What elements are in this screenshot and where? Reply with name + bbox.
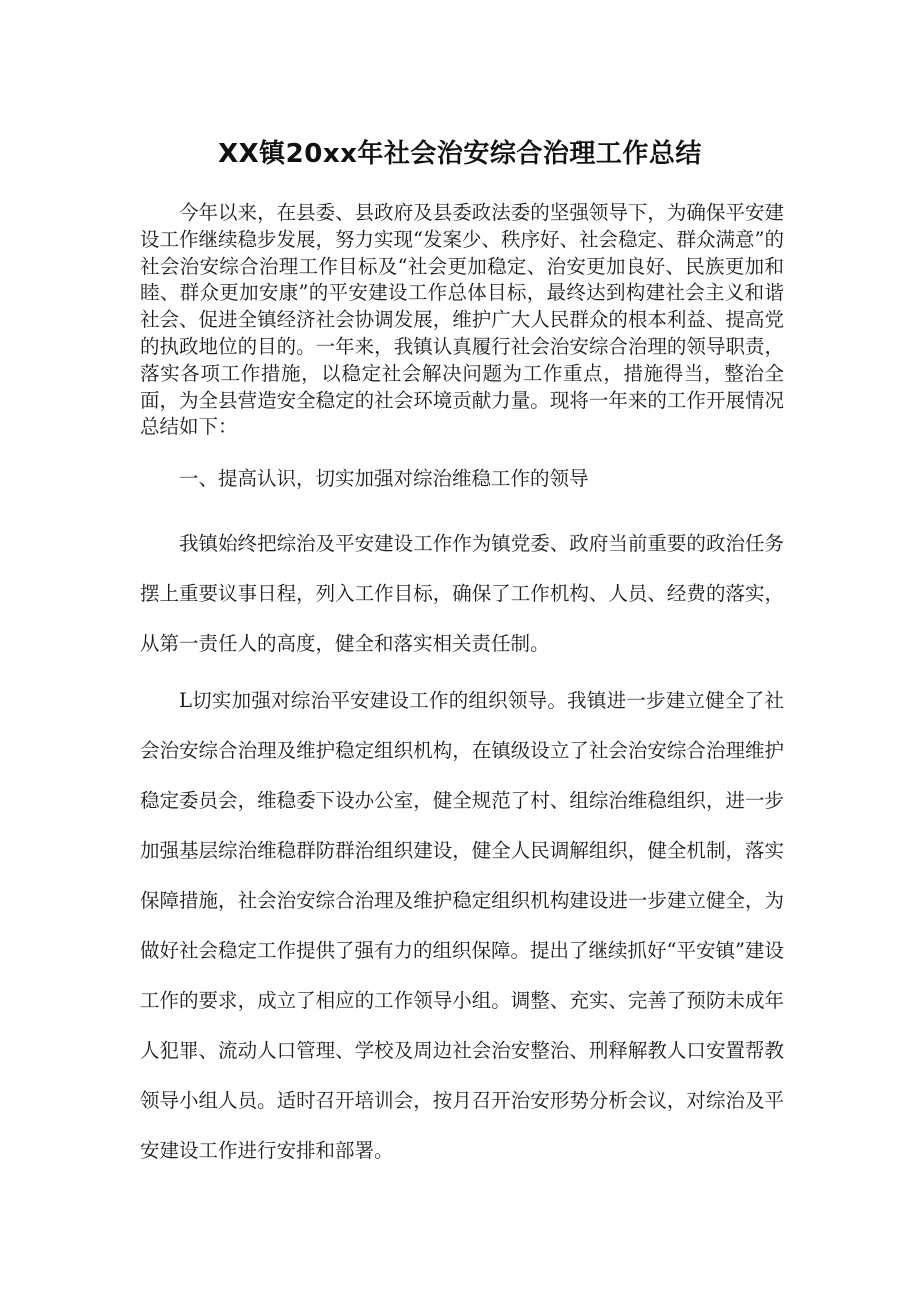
intro-paragraph: 今年以来，在县委、县政府及县委政法委的坚强领导下，为确保平安建设工作继续稳步发展，努力实现“发案少、秩序好、社会稳定、群众满意”的社会治安综合治理工作目标及“社会更加稳定、治安更加良好、民族更加和睦、群众更加安康”的平安建设工作总体目标，最终达到构建社会主义和谐社会、促进全镇经济社会协调发展，维护广大人民群众的根本利益、提高党的执政地位的目的。一年来，我镇认真履行社会治安综合治理的领导职责，落实各项工作措施，以稳定社会解决问题为工作重点，措施得当，整治全面，为全县营造安全稳定的社会环境贡献力量。现将一年来的工作开展情况总结如下：: [140, 201, 784, 439]
document-title: XX镇20xx年社会治安综合治理工作总结: [218, 139, 702, 169]
section-heading: 一、提高认识，切实加强对综治维稳工作的领导: [179, 467, 589, 490]
body-paragraph: L切实加强对综治平安建设工作的组织领导。我镇进一步建立健全了社会治安综合治理及维护稳定组织机构，在镇级设立了社会治安综合治理维护稳定委员会，维稳委下设办公室，健全规范了村、组综治维稳组织，进一步加强基层综治维稳群防群治组织建设，健全人民调解组织，健全机制，落实保障措施，社会治安综合治理及维护稳定组织机构建设进一步建立健全，为做好社会稳定工作提供了强有力的组织保障。提出了继续抓好“平安镇”建设工作的要求，成立了相应的工作领导小组。调整、充实、完善了预防未成年人犯罪、流动人口管理、学校及周边社会治安整治、刑释解教人口安置帮教领导小组人员。适时召开培训会，按月召开治安形势分析会议，对综治及平安建设工作进行安排和部署。: [140, 689, 784, 1162]
body-paragraph: 我镇始终把综治及平安建设工作作为镇党委、政府当前重要的政治任务摆上重要议事日程，列入工作目标，确保了工作机构、人员、经费的落实，从第一责任人的高度，健全和落实相关责任制。: [140, 532, 784, 655]
